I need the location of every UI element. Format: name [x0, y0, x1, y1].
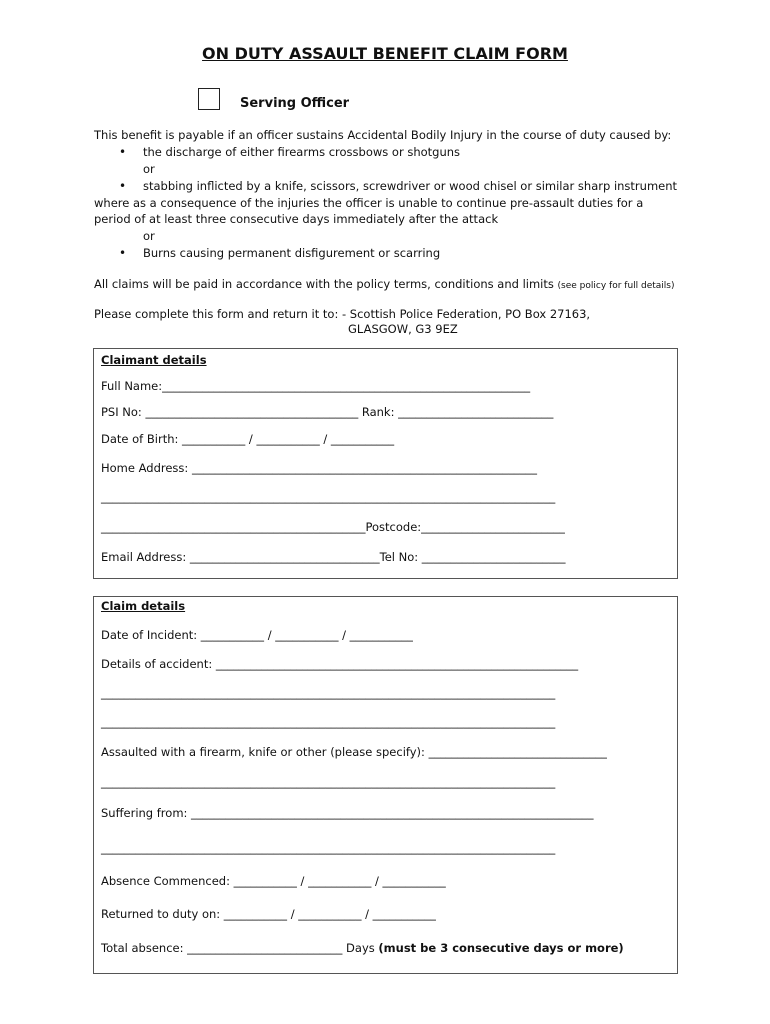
bullet-burns: Burns causing permanent disfigurement or scarring — [143, 246, 441, 260]
details-of-accident-field[interactable]: Details of accident: _______________________________________________________________ — [101, 657, 579, 671]
claimant-details-heading: Claimant details — [101, 353, 207, 367]
bullet-dot: • — [119, 179, 127, 193]
returned-to-duty-field[interactable]: Returned to duty on: ___________ / ___________ / ___________ — [101, 907, 436, 921]
suffering-line-2-field[interactable]: _______________________________________________________________________________ — [101, 841, 556, 855]
suffering-from-field[interactable]: Suffering from: ______________________________________________________________________ — [101, 806, 594, 820]
accident-line-3-field[interactable]: _______________________________________________________________________________ — [101, 715, 556, 729]
serving-officer-label: Serving Officer — [240, 96, 350, 111]
return-address-line-1: Please complete this form and return it to: - Scottish Police Federation, PO Box 27163, — [94, 307, 591, 321]
claims-note — [94, 277, 675, 291]
full-name-field[interactable]: Full Name:________________________________________________________________ — [101, 379, 531, 393]
bullet-dot: • — [119, 246, 127, 260]
consequence-line-2: period of at least three consecutive days immediately after the attack — [94, 212, 499, 226]
claims-note-small: (see policy for full details) — [557, 281, 675, 291]
total-absence-field[interactable] — [101, 941, 624, 955]
home-address-field[interactable]: Home Address: ____________________________________________________________ — [101, 461, 537, 475]
consequence-line-1: where as a consequence of the injuries the officer is unable to continue pre-assault duties for a — [94, 196, 644, 210]
form-title: ON DUTY ASSAULT BENEFIT CLAIM FORM — [202, 44, 568, 63]
or-text: or — [143, 162, 155, 176]
accident-line-2-field[interactable]: _______________________________________________________________________________ — [101, 686, 556, 700]
assaulted-line-2-field[interactable]: _______________________________________________________________________________ — [101, 775, 556, 789]
date-of-birth-field[interactable]: Date of Birth: ___________ / ___________ / ___________ — [101, 432, 395, 446]
postcode-field[interactable]: ______________________________________________Postcode:_________________________ — [101, 520, 565, 534]
address-line-2-field[interactable]: _______________________________________________________________________________ — [101, 490, 556, 504]
or-text: or — [143, 229, 155, 243]
claim-details-heading: Claim details — [101, 599, 186, 613]
total-absence-text: Total absence: ___________________________ Days — [101, 941, 375, 955]
bullet-firearms: the discharge of either firearms crossbows or shotguns — [143, 145, 461, 159]
email-tel-field[interactable]: Email Address: _________________________________Tel No: _________________________ — [101, 550, 566, 564]
bullet-dot: • — [119, 145, 127, 159]
date-of-incident-field[interactable]: Date of Incident: ___________ / ___________ / ___________ — [101, 628, 413, 642]
psi-rank-field[interactable]: PSI No: _____________________________________ Rank: ___________________________ — [101, 405, 554, 419]
return-address-line-2: GLASGOW, G3 9EZ — [348, 322, 458, 336]
serving-officer-checkbox[interactable] — [198, 88, 220, 110]
assaulted-with-field[interactable]: Assaulted with a firearm, knife or other (please specify): _______________________________ — [101, 745, 607, 759]
total-absence-note: (must be 3 consecutive days or more) — [378, 941, 624, 955]
claims-note-text: All claims will be paid in accordance with the policy terms, conditions and limits — [94, 277, 554, 291]
bullet-stabbing: stabbing inflicted by a knife, scissors, screwdriver or wood chisel or similar sharp instrument — [143, 179, 678, 193]
intro-text: This benefit is payable if an officer sustains Accidental Bodily Injury in the course of duty caused by: — [94, 128, 672, 142]
absence-commenced-field[interactable]: Absence Commenced: ___________ / ___________ / ___________ — [101, 874, 446, 888]
